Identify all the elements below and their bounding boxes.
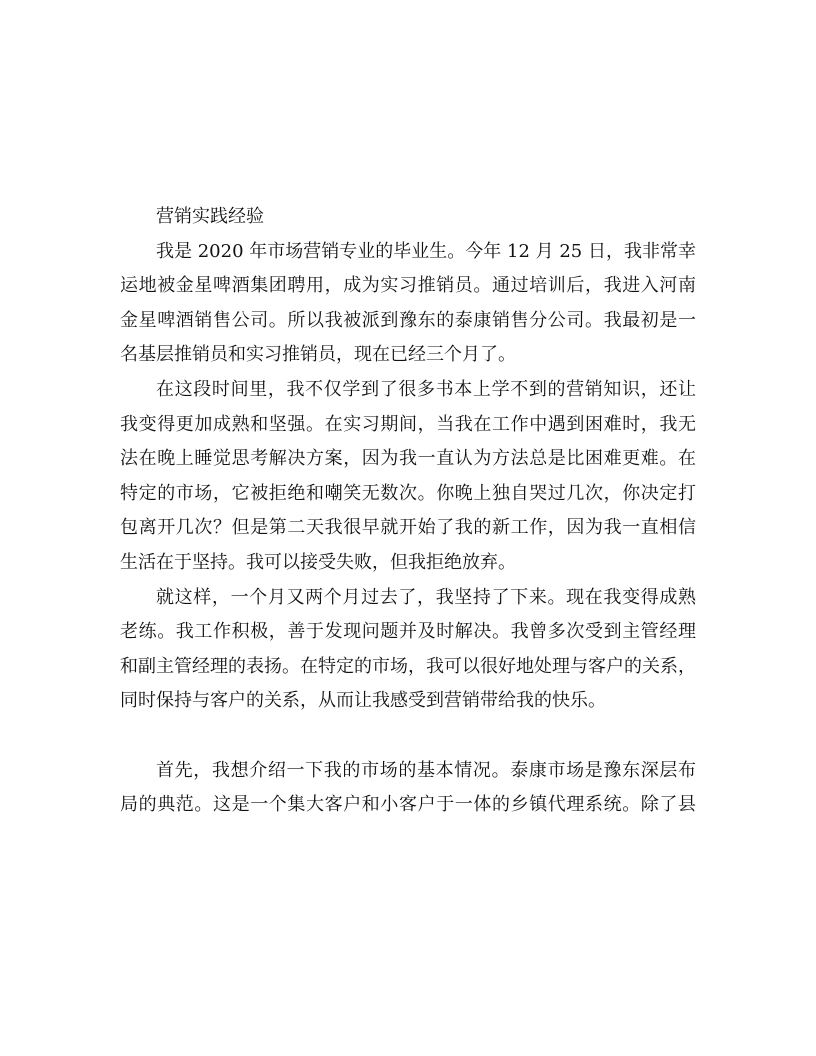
text-line: 运地被金星啤酒集团聘用，成为实习推销员。通过培训后，我进入河南 xyxy=(120,275,696,297)
text-line: 局的典范。这是一个集大客户和小客户于一体的乡镇代理系统。除了县 xyxy=(120,794,696,816)
document-title: 营销实践经验 xyxy=(156,206,264,227)
text-line: 同时保持与客户的关系，从而让我感受到营销带给我的快乐。 xyxy=(120,690,606,712)
text-line: 就这样，一个月又两个月过去了，我坚持了下来。现在我变得成熟 xyxy=(156,586,696,608)
blank-line xyxy=(120,719,696,754)
text-line: 名基层推销员和实习推销员，现在已经三个月了。 xyxy=(120,344,516,366)
text-line: 金星啤酒销售公司。所以我被派到豫东的泰康销售分公司。我最初是一 xyxy=(120,309,696,331)
text-line: 我变得更加成熟和坚强。在实习期间，当我在工作中遇到困难时，我无 xyxy=(120,413,696,435)
text-line: 生活在于坚持。我可以接受失败，但我拒绝放弃。 xyxy=(120,551,516,573)
text-line: 特定的市场，它被拒绝和嘲笑无数次。你晚上独自哭过几次，你决定打 xyxy=(120,482,696,504)
text-line: 我是 2020 年市场营销专业的毕业生。今年 12 月 25 日，我非常幸 xyxy=(156,240,696,262)
text-line: 和副主管经理的表扬。在特定的市场，我可以很好地处理与客户的关系， xyxy=(120,655,696,677)
text-line: 法在晚上睡觉思考解决方案，因为我一直认为方法总是比困难更难。在 xyxy=(120,448,696,470)
text-line: 首先，我想介绍一下我的市场的基本情况。泰康市场是豫东深层布 xyxy=(156,759,696,781)
text-line: 包离开几次？但是第二天我很早就开始了我的新工作，因为我一直相信 xyxy=(120,517,696,539)
text-line: 在这段时间里，我不仅学到了很多书本上学不到的营销知识，还让 xyxy=(156,378,696,400)
text-line: 老练。我工作积极，善于发现问题并及时解决。我曾多次受到主管经理 xyxy=(120,621,696,643)
document-body xyxy=(120,200,696,823)
